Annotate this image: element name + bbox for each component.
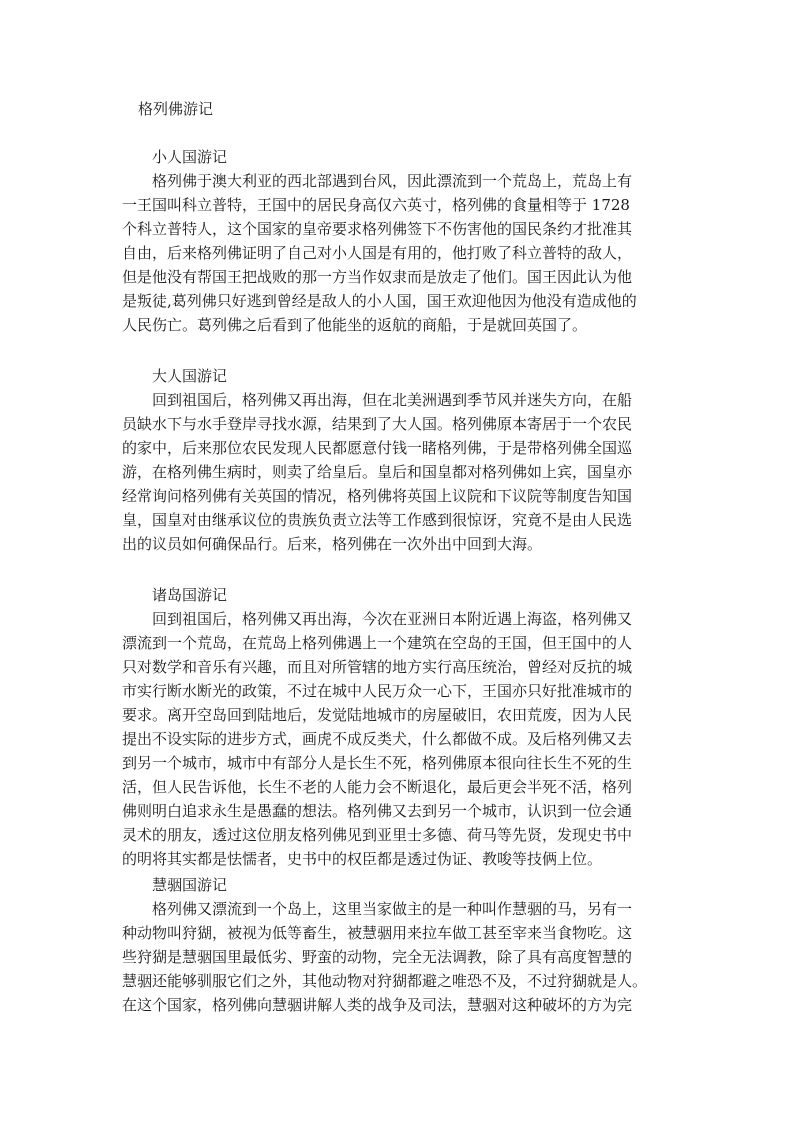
paragraph-line: 游，在格列佛生病时，则卖了给皇后。皇后和国皇都对格列佛如上宾，国皇亦 [122,463,633,481]
paragraph-line: 回到祖国后，格列佛又再出海，今次在亚洲日本附近遇上海盗，格列佛又 [152,610,633,628]
paragraph-line: 回到祖国后，格列佛又再出海，但在北美洲遇到季节风并迷失方向，在船 [152,391,633,409]
paragraph-line: 漂流到一个荒岛，在荒岛上格列佛遇上一个建筑在空岛的王国，但王国中的人 [122,634,633,652]
section-houyhnhnms [122,873,682,1017]
paragraph-line: 佛则明白追求永生是愚蠢的想法。格列佛又去到另一个城市，认识到一位会通 [122,802,633,820]
paragraph-line: 市实行断水断光的政策，不过在城中人民万众一心下，王国亦只好批准城市的 [122,682,633,700]
paragraph-line: 员缺水下与水手登岸寻找水源，结果到了大人国。格列佛原本寄居于一个农民 [122,415,633,433]
paragraph-line: 种动物叫狩猢，被视为低等畜生，被慧骃用来拉车做工甚至宰来当食物吃。这 [122,924,633,942]
paragraph-line: 在这个国家，格列佛向慧骃讲解人类的战争及司法，慧骃对这种破坏的方为完 [122,996,633,1014]
paragraph-line: 是叛徒,葛列佛只好逃到曾经是敌人的小人国，国王欢迎他因为他没有造成他的 [122,292,637,310]
section-heading: 小人国游记 [152,148,228,166]
section-heading: 诸岛国游记 [152,586,228,604]
paragraph-line: 的家中，后来那位农民发现人民都愿意付钱一睹格列佛，于是带格列佛全国巡 [122,439,633,457]
paragraph-line: 慧骃还能够驯服它们之外，其他动物对狩猢都避之唯恐不及，不过狩猢就是人。 [122,972,648,990]
paragraph-line: 一王国叫科立普特，王国中的居民身高仅六英寸，格列佛的食量相等于 1728 [122,196,630,214]
paragraph-line: 但是他没有帮国王把战败的那一方当作奴隶而是放走了他们。国王因此认为他 [122,268,633,286]
paragraph-line: 些狩猢是慧骃国里最低劣、野蛮的动物，完全无法调教，除了具有高度智慧的 [122,948,633,966]
paragraph-line: 的明将其实都是怯懦者，史书中的权臣都是透过伪证、教唆等技俩上位。 [122,850,603,868]
paragraph-line: 出的议员如何确保品行。后来，格列佛在一次外出中回到大海。 [122,535,543,553]
section-heading: 慧骃国游记 [152,876,228,894]
section-heading: 大人国游记 [152,367,228,385]
paragraph-line: 人民伤亡。葛列佛之后看到了他能坐的返航的商船，于是就回英国了。 [122,316,588,334]
paragraph-line: 格列佛于澳大利亚的西北部遇到台风，因此漂流到一个荒岛上，荒岛上有 [152,172,633,190]
paragraph-line: 提出不设实际的进步方式，画虎不成反类犬，什么都做不成。及后格列佛又去 [122,730,633,748]
paragraph-line: 要求。离开空岛回到陆地后，发觉陆地城市的房屋破旧，农田荒废，因为人民 [122,706,633,724]
paragraph-line: 自由，后来格列佛证明了自己对小人国是有用的，他打败了科立普特的敌人， [122,244,633,262]
paragraph-line: 灵术的朋友，透过这位朋友格列佛见到亚里士多德、荷马等先贤，发现史书中 [122,826,633,844]
paragraph-line: 只对数学和音乐有兴趣，而且对所管辖的地方实行高压统治，曾经对反抗的城 [122,658,633,676]
paragraph-line: 活，但人民告诉他，长生不老的人能力会不断退化，最后更会半死不活，格列 [122,778,633,796]
section-lilliput [122,145,682,337]
paragraph-line: 个科立普特人，这个国家的皇帝要求格列佛签下不伤害他的国民条约才批准其 [122,220,633,238]
paragraph-line: 皇，国皇对由继承议位的贵族负责立法等工作感到很惊讶，究竟不是由人民选 [122,511,633,529]
paragraph-line: 格列佛又漂流到一个岛上，这里当家做主的是一种叫作慧骃的马，另有一 [152,900,633,918]
section-brobdingnag [122,364,682,556]
section-laputa [122,583,682,871]
paragraph-line: 到另一个城市，城市中有部分人是长生不死，格列佛原本很向往长生不死的生 [122,754,633,772]
paragraph-line: 经常询问格列佛有关英国的情况，格列佛将英国上议院和下议院等制度告知国 [122,487,633,505]
document-title: 格列佛游记 [138,100,214,118]
